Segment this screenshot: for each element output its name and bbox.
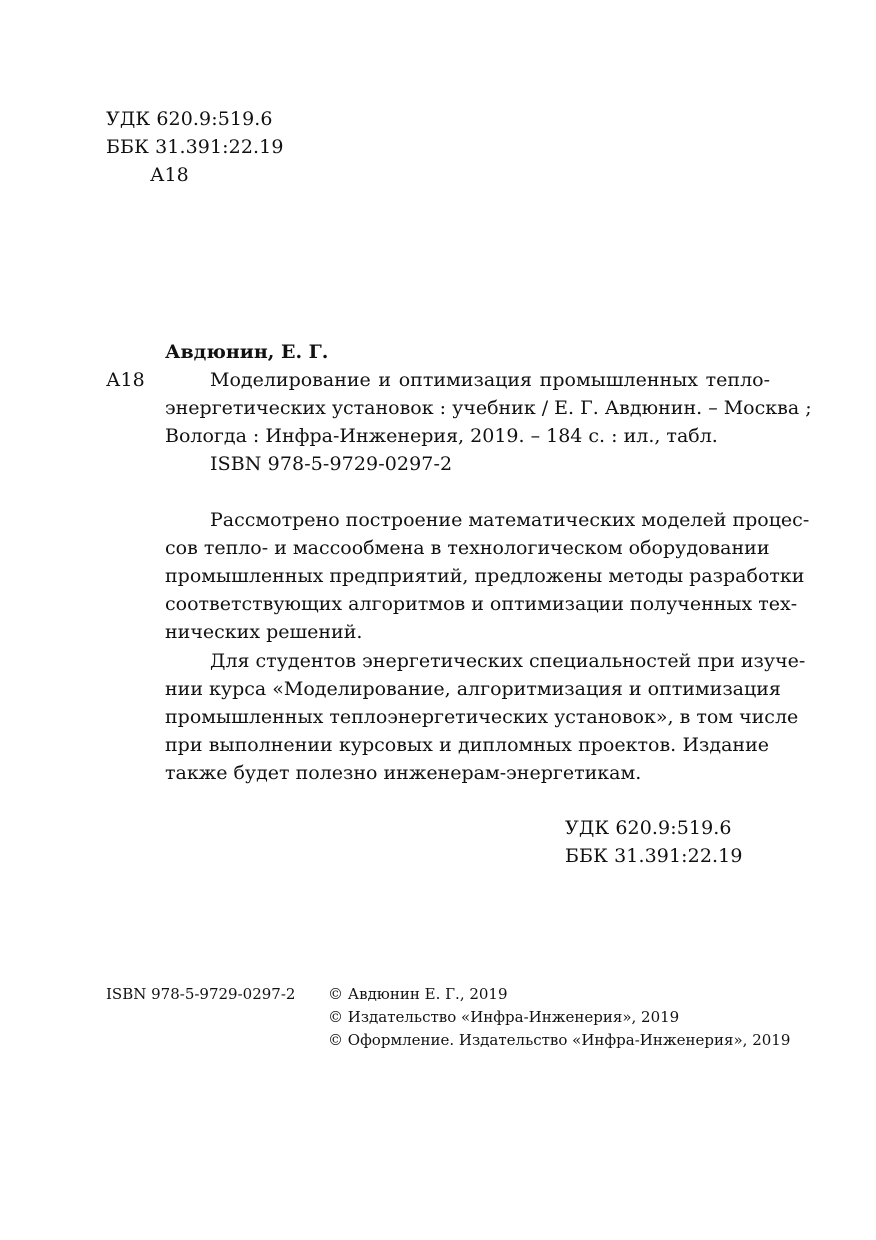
header-udk: УДК 620.9:519.6 — [106, 108, 273, 130]
footer-copyright-author: © Авдюнин Е. Г., 2019 — [328, 985, 508, 1003]
entry-title-line-1: Моделирование и оптимизация промышленных тепло- — [210, 369, 770, 391]
classification-udk: УДК 620.9:519.6 — [565, 817, 732, 839]
footer-copyright-design: © Оформление. Издательство «Инфра-Инженерия», 2019 — [328, 1031, 791, 1049]
header-bbk: ББК 31.391:22.19 — [106, 136, 284, 158]
abstract-p2-line-3: промышленных теплоэнергетических установок», в том числе — [165, 706, 799, 728]
entry-isbn: ISBN 978-5-9729-0297-2 — [210, 453, 453, 475]
abstract-p1-line-3: промышленных предприятий, предложены методы разработки — [165, 565, 805, 587]
entry-author: Авдюнин, Е. Г. — [165, 341, 329, 363]
abstract-p1-line-4: соответствующих алгоритмов и оптимизации полученных тех- — [165, 593, 798, 615]
abstract-p1-line-5: нических решений. — [165, 621, 363, 643]
footer-copyright-publisher: © Издательство «Инфра-Инженерия», 2019 — [328, 1008, 680, 1026]
entry-title-line-2: энергетических установок : учебник / Е. Г. Авдюнин. – Москва ; — [165, 397, 812, 419]
header-author-mark: А18 — [150, 164, 189, 186]
footer-isbn: ISBN 978-5-9729-0297-2 — [106, 985, 296, 1003]
classification-bbk: ББК 31.391:22.19 — [565, 845, 743, 867]
entry-mark: А18 — [106, 369, 145, 391]
abstract-p2-line-4: при выполнении курсовых и дипломных проектов. Издание — [165, 734, 769, 756]
abstract-p1-line-1: Рассмотрено построение математических моделей процес- — [210, 509, 810, 531]
abstract-p2-line-2: нии курса «Моделирование, алгоритмизация и оптимизация — [165, 678, 781, 700]
entry-title-line-3: Вологда : Инфра-Инженерия, 2019. – 184 с. : ил., табл. — [165, 425, 718, 447]
abstract-p2-line-1: Для студентов энергетических специальностей при изуче- — [210, 650, 806, 672]
abstract-p2-line-5: также будет полезно инженерам-энергетикам. — [165, 762, 642, 784]
abstract-p1-line-2: сов тепло- и массообмена в технологическом оборудовании — [165, 537, 770, 559]
